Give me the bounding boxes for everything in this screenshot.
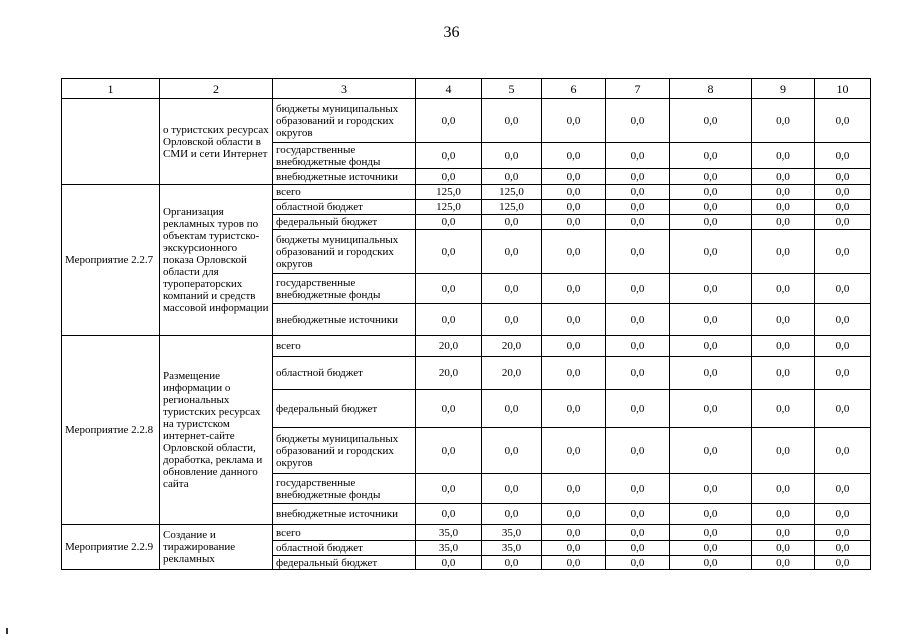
amount-cell: 0,0 bbox=[752, 304, 815, 336]
amount-cell: 125,0 bbox=[482, 200, 542, 215]
amount-cell: 0,0 bbox=[482, 304, 542, 336]
amount-cell: 35,0 bbox=[416, 525, 482, 541]
amount-cell: 0,0 bbox=[416, 304, 482, 336]
column-header: 7 bbox=[606, 79, 670, 99]
amount-cell: 0,0 bbox=[542, 336, 606, 357]
column-header: 4 bbox=[416, 79, 482, 99]
amount-cell: 0,0 bbox=[670, 336, 752, 357]
amount-cell: 0,0 bbox=[606, 541, 670, 556]
funding-source-cell: федеральный бюджет bbox=[273, 215, 416, 230]
amount-cell: 0,0 bbox=[482, 143, 542, 169]
amount-cell: 0,0 bbox=[606, 185, 670, 200]
funding-source-cell: государственные внебюджетные фонды bbox=[273, 143, 416, 169]
amount-cell: 0,0 bbox=[416, 428, 482, 474]
description-cell: Создание и тиражирование рекламных bbox=[160, 525, 273, 570]
funding-source-cell: федеральный бюджет bbox=[273, 390, 416, 428]
description-cell: Организация рекламных туров по объектам туристско-экскурсионного показа Орловской области для туроператорских компаний и средств массовой информации bbox=[160, 185, 273, 336]
amount-cell: 0,0 bbox=[542, 304, 606, 336]
amount-cell: 0,0 bbox=[752, 390, 815, 428]
funding-source-cell: областной бюджет bbox=[273, 200, 416, 215]
amount-cell: 0,0 bbox=[752, 541, 815, 556]
amount-cell: 0,0 bbox=[815, 169, 871, 185]
column-header: 8 bbox=[670, 79, 752, 99]
amount-cell: 0,0 bbox=[482, 99, 542, 143]
amount-cell: 0,0 bbox=[815, 304, 871, 336]
amount-cell: 0,0 bbox=[670, 169, 752, 185]
amount-cell: 0,0 bbox=[482, 169, 542, 185]
amount-cell: 0,0 bbox=[670, 274, 752, 304]
funding-source-cell: всего bbox=[273, 336, 416, 357]
amount-cell: 0,0 bbox=[482, 428, 542, 474]
amount-cell: 125,0 bbox=[482, 185, 542, 200]
column-header: 3 bbox=[273, 79, 416, 99]
amount-cell: 0,0 bbox=[752, 525, 815, 541]
amount-cell: 20,0 bbox=[416, 357, 482, 390]
amount-cell: 0,0 bbox=[752, 428, 815, 474]
amount-cell: 0,0 bbox=[670, 474, 752, 504]
amount-cell: 0,0 bbox=[542, 230, 606, 274]
funding-source-cell: бюджеты муниципальных образований и городских округов bbox=[273, 99, 416, 143]
amount-cell: 0,0 bbox=[670, 185, 752, 200]
amount-cell: 0,0 bbox=[815, 336, 871, 357]
amount-cell: 0,0 bbox=[752, 504, 815, 525]
table-row bbox=[62, 336, 871, 357]
amount-cell: 0,0 bbox=[542, 390, 606, 428]
funding-source-cell: областной бюджет bbox=[273, 541, 416, 556]
scan-mark bbox=[6, 628, 8, 634]
table-row bbox=[62, 525, 871, 541]
amount-cell: 0,0 bbox=[606, 390, 670, 428]
column-header: 1 bbox=[62, 79, 160, 99]
amount-cell: 0,0 bbox=[670, 215, 752, 230]
amount-cell: 125,0 bbox=[416, 200, 482, 215]
amount-cell: 0,0 bbox=[752, 336, 815, 357]
amount-cell: 0,0 bbox=[815, 390, 871, 428]
amount-cell: 0,0 bbox=[416, 215, 482, 230]
amount-cell: 0,0 bbox=[815, 200, 871, 215]
amount-cell: 0,0 bbox=[815, 143, 871, 169]
amount-cell: 0,0 bbox=[752, 143, 815, 169]
amount-cell: 0,0 bbox=[815, 274, 871, 304]
column-header: 2 bbox=[160, 79, 273, 99]
amount-cell: 0,0 bbox=[606, 474, 670, 504]
funding-source-cell: всего bbox=[273, 525, 416, 541]
funding-source-cell: внебюджетные источники bbox=[273, 169, 416, 185]
amount-cell: 0,0 bbox=[542, 200, 606, 215]
amount-cell: 0,0 bbox=[752, 215, 815, 230]
amount-cell: 0,0 bbox=[815, 504, 871, 525]
description-cell: о туристских ресурсах Орловской области в СМИ и сети Интернет bbox=[160, 99, 273, 185]
amount-cell: 0,0 bbox=[542, 185, 606, 200]
amount-cell: 35,0 bbox=[482, 541, 542, 556]
amount-cell: 0,0 bbox=[815, 556, 871, 570]
amount-cell: 0,0 bbox=[542, 215, 606, 230]
amount-cell: 0,0 bbox=[416, 143, 482, 169]
amount-cell: 0,0 bbox=[752, 230, 815, 274]
amount-cell: 0,0 bbox=[542, 525, 606, 541]
amount-cell: 0,0 bbox=[416, 169, 482, 185]
amount-cell: 0,0 bbox=[752, 200, 815, 215]
amount-cell: 20,0 bbox=[482, 357, 542, 390]
page-number: 36 bbox=[443, 24, 460, 41]
event-cell: Мероприятие 2.2.8 bbox=[62, 336, 160, 525]
amount-cell: 0,0 bbox=[670, 304, 752, 336]
amount-cell: 0,0 bbox=[606, 504, 670, 525]
amount-cell: 0,0 bbox=[752, 185, 815, 200]
amount-cell: 0,0 bbox=[542, 541, 606, 556]
column-header: 5 bbox=[482, 79, 542, 99]
amount-cell: 0,0 bbox=[606, 169, 670, 185]
amount-cell: 0,0 bbox=[815, 428, 871, 474]
amount-cell: 0,0 bbox=[815, 185, 871, 200]
amount-cell: 0,0 bbox=[606, 336, 670, 357]
funding-source-cell: внебюджетные источники bbox=[273, 304, 416, 336]
amount-cell: 0,0 bbox=[752, 99, 815, 143]
funding-source-cell: бюджеты муниципальных образований и городских округов bbox=[273, 230, 416, 274]
amount-cell: 0,0 bbox=[606, 99, 670, 143]
budget-table-body bbox=[62, 99, 871, 570]
amount-cell: 0,0 bbox=[416, 274, 482, 304]
amount-cell: 0,0 bbox=[815, 215, 871, 230]
amount-cell: 0,0 bbox=[606, 215, 670, 230]
amount-cell: 0,0 bbox=[670, 541, 752, 556]
funding-source-cell: государственные внебюджетные фонды bbox=[273, 474, 416, 504]
amount-cell: 0,0 bbox=[670, 504, 752, 525]
column-header: 10 bbox=[815, 79, 871, 99]
amount-cell: 0,0 bbox=[606, 143, 670, 169]
amount-cell: 0,0 bbox=[542, 99, 606, 143]
amount-cell: 0,0 bbox=[606, 230, 670, 274]
amount-cell: 0,0 bbox=[606, 274, 670, 304]
amount-cell: 0,0 bbox=[752, 274, 815, 304]
funding-source-cell: областной бюджет bbox=[273, 357, 416, 390]
amount-cell: 0,0 bbox=[606, 357, 670, 390]
amount-cell: 0,0 bbox=[752, 556, 815, 570]
amount-cell: 35,0 bbox=[416, 541, 482, 556]
amount-cell: 0,0 bbox=[416, 474, 482, 504]
amount-cell: 0,0 bbox=[542, 556, 606, 570]
amount-cell: 0,0 bbox=[482, 274, 542, 304]
amount-cell: 0,0 bbox=[815, 525, 871, 541]
amount-cell: 20,0 bbox=[482, 336, 542, 357]
event-cell bbox=[62, 99, 160, 185]
amount-cell: 0,0 bbox=[542, 504, 606, 525]
amount-cell: 0,0 bbox=[670, 390, 752, 428]
funding-source-cell: бюджеты муниципальных образований и городских округов bbox=[273, 428, 416, 474]
amount-cell: 0,0 bbox=[416, 230, 482, 274]
amount-cell: 0,0 bbox=[542, 428, 606, 474]
amount-cell: 0,0 bbox=[815, 99, 871, 143]
amount-cell: 0,0 bbox=[542, 274, 606, 304]
amount-cell: 0,0 bbox=[542, 143, 606, 169]
amount-cell: 0,0 bbox=[606, 556, 670, 570]
amount-cell: 0,0 bbox=[542, 357, 606, 390]
description-cell: Размещение информации о региональных туристских ресурсах на туристском интернет-сайте Орловской области, доработка, реклама и обновление данного сайта bbox=[160, 336, 273, 525]
amount-cell: 0,0 bbox=[670, 556, 752, 570]
table-row bbox=[62, 185, 871, 200]
amount-cell: 0,0 bbox=[416, 390, 482, 428]
funding-source-cell: всего bbox=[273, 185, 416, 200]
amount-cell: 0,0 bbox=[752, 169, 815, 185]
amount-cell: 0,0 bbox=[606, 525, 670, 541]
amount-cell: 0,0 bbox=[482, 504, 542, 525]
amount-cell: 20,0 bbox=[416, 336, 482, 357]
amount-cell: 125,0 bbox=[416, 185, 482, 200]
amount-cell: 0,0 bbox=[815, 474, 871, 504]
amount-cell: 0,0 bbox=[482, 215, 542, 230]
amount-cell: 0,0 bbox=[670, 143, 752, 169]
amount-cell: 0,0 bbox=[815, 357, 871, 390]
amount-cell: 0,0 bbox=[670, 525, 752, 541]
funding-source-cell: государственные внебюджетные фонды bbox=[273, 274, 416, 304]
amount-cell: 0,0 bbox=[606, 200, 670, 215]
amount-cell: 0,0 bbox=[670, 99, 752, 143]
column-header: 9 bbox=[752, 79, 815, 99]
amount-cell: 0,0 bbox=[542, 474, 606, 504]
amount-cell: 0,0 bbox=[482, 230, 542, 274]
amount-cell: 35,0 bbox=[482, 525, 542, 541]
event-cell: Мероприятие 2.2.7 bbox=[62, 185, 160, 336]
funding-source-cell: федеральный бюджет bbox=[273, 556, 416, 570]
amount-cell: 0,0 bbox=[752, 474, 815, 504]
header-row bbox=[62, 79, 871, 99]
amount-cell: 0,0 bbox=[670, 357, 752, 390]
amount-cell: 0,0 bbox=[815, 230, 871, 274]
amount-cell: 0,0 bbox=[416, 556, 482, 570]
amount-cell: 0,0 bbox=[482, 474, 542, 504]
amount-cell: 0,0 bbox=[606, 428, 670, 474]
amount-cell: 0,0 bbox=[752, 357, 815, 390]
column-header: 6 bbox=[542, 79, 606, 99]
table-row bbox=[62, 99, 871, 143]
funding-source-cell: внебюджетные источники bbox=[273, 504, 416, 525]
amount-cell: 0,0 bbox=[482, 390, 542, 428]
amount-cell: 0,0 bbox=[670, 428, 752, 474]
amount-cell: 0,0 bbox=[815, 541, 871, 556]
budget-table bbox=[61, 78, 871, 570]
amount-cell: 0,0 bbox=[542, 169, 606, 185]
amount-cell: 0,0 bbox=[416, 99, 482, 143]
amount-cell: 0,0 bbox=[670, 230, 752, 274]
amount-cell: 0,0 bbox=[416, 504, 482, 525]
amount-cell: 0,0 bbox=[482, 556, 542, 570]
amount-cell: 0,0 bbox=[670, 200, 752, 215]
amount-cell: 0,0 bbox=[606, 304, 670, 336]
event-cell: Мероприятие 2.2.9 bbox=[62, 525, 160, 570]
